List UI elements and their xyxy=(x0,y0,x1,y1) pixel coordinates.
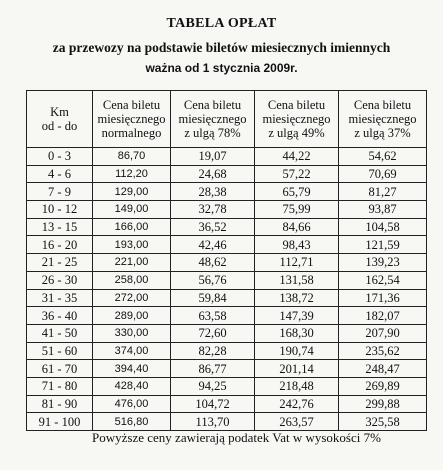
table-row xyxy=(27,183,427,201)
header-line: normalnego xyxy=(101,126,162,140)
price-37-cell: 104,58 xyxy=(339,218,427,236)
price-37-cell: 93,87 xyxy=(339,201,427,219)
price-37-cell: 54,62 xyxy=(339,148,427,166)
price-78-cell: 72,60 xyxy=(171,324,255,342)
price-78-cell: 48,62 xyxy=(171,254,255,272)
header-line: od - do xyxy=(41,119,78,133)
price-49-cell: 201,14 xyxy=(255,360,339,378)
normal-price-cell: 221,00 xyxy=(93,254,171,272)
table-row xyxy=(27,201,427,219)
price-37-cell: 121,59 xyxy=(339,236,427,254)
header-line: Cena biletu xyxy=(102,98,161,112)
price-37-cell: 325,58 xyxy=(339,413,427,431)
price-37-cell: 299,88 xyxy=(339,395,427,413)
header-line: miesięcznego xyxy=(348,112,417,126)
price-78-cell: 86,77 xyxy=(171,360,255,378)
header-line: Cena biletu xyxy=(267,98,326,112)
price-49-cell: 65,79 xyxy=(255,183,339,201)
table-row xyxy=(27,413,427,431)
km-range-cell: 36 - 40 xyxy=(27,307,93,325)
km-range-cell: 10 - 12 xyxy=(27,201,93,219)
normal-price-cell: 193,00 xyxy=(93,236,171,254)
document-title: TABELA OPŁAT xyxy=(166,16,277,31)
normal-price-cell: 428,40 xyxy=(93,377,171,395)
header-discount-78 xyxy=(171,91,255,148)
table-row xyxy=(27,342,427,360)
normal-price-cell: 258,00 xyxy=(93,271,171,289)
normal-price-cell: 476,00 xyxy=(93,395,171,413)
header-line: Cena biletu xyxy=(183,98,242,112)
table-row xyxy=(27,236,427,254)
price-49-cell: 44,22 xyxy=(255,148,339,166)
price-49-cell: 218,48 xyxy=(255,377,339,395)
price-49-cell: 138,72 xyxy=(255,289,339,307)
price-37-cell: 171,36 xyxy=(339,289,427,307)
price-37-cell: 139,23 xyxy=(339,254,427,272)
km-range-cell: 16 - 20 xyxy=(27,236,93,254)
table-row xyxy=(27,324,427,342)
km-range-cell: 61 - 70 xyxy=(27,360,93,378)
table-row xyxy=(27,377,427,395)
normal-price-cell: 330,00 xyxy=(93,324,171,342)
price-49-cell: 57,22 xyxy=(255,165,339,183)
price-49-cell: 168,30 xyxy=(255,324,339,342)
price-37-cell: 248,47 xyxy=(339,360,427,378)
normal-price-cell: 272,00 xyxy=(93,289,171,307)
price-49-cell: 131,58 xyxy=(255,271,339,289)
price-78-cell: 28,38 xyxy=(171,183,255,201)
normal-price-cell: 129,00 xyxy=(93,183,171,201)
price-49-cell: 263,57 xyxy=(255,413,339,431)
price-49-cell: 242,76 xyxy=(255,395,339,413)
normal-price-cell: 374,00 xyxy=(93,342,171,360)
normal-price-cell: 86,70 xyxy=(93,148,171,166)
km-range-cell: 51 - 60 xyxy=(27,342,93,360)
table-row xyxy=(27,360,427,378)
km-range-cell: 41 - 50 xyxy=(27,324,93,342)
price-49-cell: 190,74 xyxy=(255,342,339,360)
km-range-cell: 21 - 25 xyxy=(27,254,93,272)
price-78-cell: 42,46 xyxy=(171,236,255,254)
table-row xyxy=(27,395,427,413)
header-line: Km xyxy=(50,105,69,119)
km-range-cell: 91 - 100 xyxy=(27,413,93,431)
header-row xyxy=(27,91,427,148)
price-37-cell: 182,07 xyxy=(339,307,427,325)
price-37-cell: 70,69 xyxy=(339,165,427,183)
table-row xyxy=(27,148,427,166)
header-line: z ulgą 37% xyxy=(354,126,411,140)
price-78-cell: 113,70 xyxy=(171,413,255,431)
km-range-cell: 0 - 3 xyxy=(27,148,93,166)
header-line: Cena biletu xyxy=(353,98,412,112)
normal-price-cell: 394,40 xyxy=(93,360,171,378)
price-49-cell: 75,99 xyxy=(255,201,339,219)
normal-price-cell: 166,00 xyxy=(93,218,171,236)
km-range-cell: 4 - 6 xyxy=(27,165,93,183)
price-78-cell: 19,07 xyxy=(171,148,255,166)
price-49-cell: 147,39 xyxy=(255,307,339,325)
km-range-cell: 81 - 90 xyxy=(27,395,93,413)
price-37-cell: 162,54 xyxy=(339,271,427,289)
header-normal-price xyxy=(93,91,171,148)
km-range-cell: 13 - 15 xyxy=(27,218,93,236)
vat-footnote: Powyższe ceny zawierają podatek Vat w wysokości 7% xyxy=(92,430,381,445)
price-78-cell: 36,52 xyxy=(171,218,255,236)
normal-price-cell: 516,80 xyxy=(93,413,171,431)
price-78-cell: 24,68 xyxy=(171,165,255,183)
price-78-cell: 94,25 xyxy=(171,377,255,395)
header-discount-49 xyxy=(255,91,339,148)
km-range-cell: 71 - 80 xyxy=(27,377,93,395)
validity-note: ważna od 1 stycznia 2009r. xyxy=(145,61,298,75)
price-49-cell: 112,71 xyxy=(255,254,339,272)
price-37-cell: 269,89 xyxy=(339,377,427,395)
km-range-cell: 7 - 9 xyxy=(27,183,93,201)
price-49-cell: 98,43 xyxy=(255,236,339,254)
table-row xyxy=(27,289,427,307)
header-line: z ulgą 49% xyxy=(268,126,325,140)
price-78-cell: 104,72 xyxy=(171,395,255,413)
fee-table-body xyxy=(27,148,427,431)
table-row xyxy=(27,254,427,272)
header-line: z ulgą 78% xyxy=(184,126,241,140)
header-line: miesięcznego xyxy=(97,112,166,126)
table-row xyxy=(27,271,427,289)
fee-table xyxy=(26,90,427,431)
km-range-cell: 26 - 30 xyxy=(27,271,93,289)
price-78-cell: 63,58 xyxy=(171,307,255,325)
km-range-cell: 31 - 35 xyxy=(27,289,93,307)
price-78-cell: 59,84 xyxy=(171,289,255,307)
header-line: miesięcznego xyxy=(178,112,247,126)
document-subtitle: za przewozy na podstawie biletów miesiecznych imiennych xyxy=(52,40,391,55)
header-km xyxy=(27,91,93,148)
price-37-cell: 235,62 xyxy=(339,342,427,360)
normal-price-cell: 289,00 xyxy=(93,307,171,325)
header-line: miesięcznego xyxy=(262,112,331,126)
price-37-cell: 81,27 xyxy=(339,183,427,201)
price-78-cell: 32,78 xyxy=(171,201,255,219)
normal-price-cell: 112,20 xyxy=(93,165,171,183)
price-37-cell: 207,90 xyxy=(339,324,427,342)
price-78-cell: 82,28 xyxy=(171,342,255,360)
header-discount-37 xyxy=(339,91,427,148)
table-row xyxy=(27,218,427,236)
price-49-cell: 84,66 xyxy=(255,218,339,236)
price-78-cell: 56,76 xyxy=(171,271,255,289)
table-row xyxy=(27,307,427,325)
table-row xyxy=(27,165,427,183)
normal-price-cell: 149,00 xyxy=(93,201,171,219)
